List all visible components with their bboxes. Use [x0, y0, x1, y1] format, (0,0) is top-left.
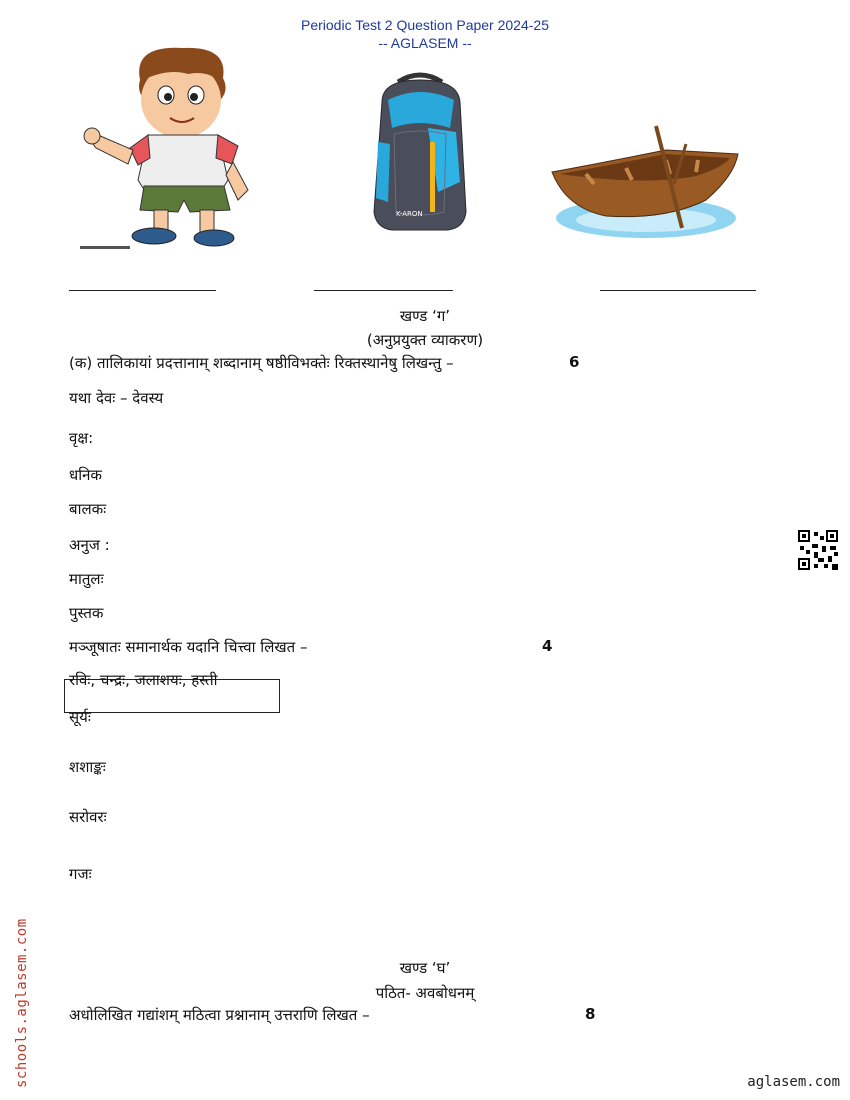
- qr-code-icon: [798, 530, 838, 570]
- backpack-brand-label: K-ARON: [396, 210, 423, 218]
- answer-blank-3[interactable]: [600, 290, 756, 291]
- q2-item: सूर्यः: [69, 708, 91, 726]
- word-box-words: रविः, चन्द्रः, जलाशयः, हस्ती: [69, 671, 218, 689]
- question-2-text: मञ्जूषातः समानार्थक यदानि चित्त्वा लिखत –: [69, 638, 308, 656]
- question-2-marks: 4: [542, 637, 553, 655]
- boat-illustration-icon: [546, 124, 742, 242]
- header-subtitle: -- AGLASEM --: [378, 35, 472, 51]
- side-watermark: schools.aglasem.com: [14, 918, 30, 1088]
- boy-illustration-icon: [78, 40, 273, 252]
- question-1-marks: 6: [569, 353, 580, 371]
- q2-item: शशाङ्कः: [69, 758, 106, 776]
- q2-item: सरोवरः: [69, 808, 107, 826]
- question-3-text: अधोलिखित गद्यांशम् मठित्वा प्रश्नानाम् उत्तराणि लिखत –: [69, 1006, 370, 1024]
- question-1-example: यथा देवः – देवस्य: [69, 389, 164, 407]
- q1-item: वृक्ष:: [69, 429, 94, 447]
- section-d-subtitle: पठित- अवबोधनम्: [375, 984, 475, 1002]
- q1-item: बालकः: [69, 500, 107, 518]
- answer-blank-1[interactable]: [69, 290, 216, 291]
- section-d-title: खण्ड ‘घ’: [399, 959, 451, 977]
- footer-site[interactable]: aglasem.com: [747, 1074, 840, 1090]
- question-3-marks: 8: [585, 1005, 596, 1023]
- q2-item: गजः: [69, 865, 92, 883]
- answer-blank-2[interactable]: [314, 290, 453, 291]
- q1-item: अनुज :: [69, 536, 110, 554]
- header-title: Periodic Test 2 Question Paper 2024-25: [300, 17, 549, 33]
- section-c-title: खण्ड ‘ग’: [399, 307, 451, 325]
- section-c-subtitle: (अनुप्रयुक्त व्याकरण): [366, 331, 484, 349]
- backpack-illustration-icon: [368, 72, 473, 234]
- q1-item: धनिक: [69, 466, 102, 484]
- q1-item: मातुलः: [69, 570, 104, 588]
- question-1-text: (क) तालिकायां प्रदत्तानाम् शब्दानाम् षष्ठीविभक्तेः रिक्तस्थानेषु लिखन्तु –: [69, 354, 454, 372]
- q1-item: पुस्तक: [69, 604, 104, 622]
